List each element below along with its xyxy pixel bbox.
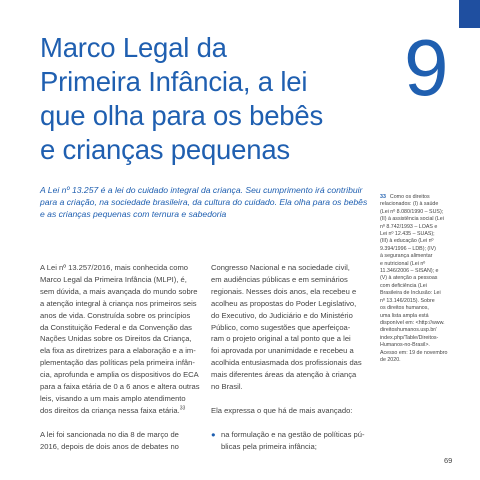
lead-line: para a criação, na sociedade brasileira, da cultura do cuidado. Ela olha para os bebês	[40, 197, 368, 207]
bullet-item	[211, 429, 371, 441]
title-line: Marco Legal da	[40, 32, 227, 63]
text-line	[40, 405, 198, 417]
sidenote-line: uma lista ampla está	[380, 312, 429, 319]
text-line: A Lei nº 13.257/2016, mais conhecida como	[40, 263, 188, 272]
text-line: do Executivo, do Judiciário e do Ministério	[211, 310, 353, 320]
text-line: Ela expressa o que há de mais avançado:	[211, 405, 353, 415]
sidenote-link-line[interactable]: Humanos-no-Brasil>.	[380, 342, 430, 349]
lead-line: A Lei nº 13.257 é a lei do cuidado integral da criança. Seu cumprimento irá contribuir	[40, 185, 363, 195]
sidenote-line: nº 8.742/1993 – LOAS e	[380, 223, 438, 230]
sidenote-line: (II) à assistência social (Lei	[380, 216, 444, 223]
sidenote-link-line[interactable]: direitoshumanos.usp.br/	[380, 327, 437, 334]
text-line: anos de vida. Construída sobre os princípios	[40, 310, 191, 320]
text-line: da Constituição Federal e da Convenção das	[40, 322, 192, 332]
paragraph	[211, 262, 371, 393]
sidenote-line	[380, 194, 472, 201]
sidenote-line: (V) à atenção a pessoas	[380, 275, 438, 282]
sidenote-link-line[interactable]: disponível em: <http://www.	[380, 319, 445, 326]
text-line: Nações Unidas sobre os Direitos da Criança,	[40, 334, 192, 344]
paragraph	[211, 405, 371, 417]
footnote-reference[interactable]: 33	[179, 405, 186, 412]
text-line: em audiências públicas e em seminários	[211, 274, 348, 284]
sidenote-line: Brasileira de Inclusão: Lei	[380, 290, 441, 297]
text-fragment: Como os direitos	[389, 194, 430, 200]
paragraph	[40, 262, 198, 417]
sidenote-line: (III) à educação (Lei nº	[380, 238, 434, 245]
text-line: mais diferentes áreas da atenção à criança	[211, 370, 357, 380]
paragraph	[40, 429, 198, 453]
text-line: foi aprovada por unanimidade e recebeu a	[211, 346, 354, 356]
chapter-number: 9	[404, 23, 449, 112]
text-line: ram o projeto original a tal ponto que a lei	[211, 334, 351, 344]
sidenote-line: com deficiência (Lei	[380, 282, 427, 289]
text-fragment: na formulação e na gestão de políticas pú-	[221, 429, 365, 439]
sidenote-line: de 2020.	[380, 356, 401, 363]
text-line: cia, aprofunda e amplia os dispositivos do ECA	[40, 370, 199, 380]
sidenote-line: os direitos humanos,	[380, 305, 429, 312]
text-line: Público, como sugestões que aperfeiçoa-	[211, 322, 351, 332]
text-fragment: dos direitos da criança nessa faixa etária.	[40, 405, 180, 415]
sidenote-line: relacionados: (I) à saúde	[380, 201, 439, 208]
text-line: plementação das políticas pela primeira infân-	[40, 358, 195, 368]
sidenote	[380, 194, 472, 364]
sidenote-line: (Lei nº 8.080/1990 – SUS);	[380, 208, 444, 215]
text-line: Congresso Nacional e na sociedade civil,	[211, 263, 350, 272]
text-line: 2016, depois de dois anos de debates no	[40, 441, 179, 451]
title-line: que olha para os bebês	[40, 100, 324, 131]
text-line: regionais. Nesses dois anos, ela recebeu e	[211, 286, 357, 296]
title-line: Primeira Infância, a lei	[40, 66, 308, 97]
body-column-left	[40, 262, 198, 452]
body-column-middle	[211, 262, 371, 452]
chapter-tab-marker	[459, 0, 480, 28]
text-line: sem dúvida, a mais avançada do mundo sobre	[40, 286, 198, 296]
sidenote-line: e nutricional (Lei nº	[380, 260, 426, 267]
sidenote-link-line[interactable]: index.php/Table/Direitos-	[380, 334, 439, 341]
chapter-title	[40, 31, 400, 167]
text-line: acolhida entusiasmada dos profissionais das	[211, 358, 362, 368]
bullet-list	[211, 429, 371, 453]
text-line: A lei foi sancionada no dia 8 de março de	[40, 429, 179, 439]
text-line: blicas pela primeira infância;	[221, 441, 317, 451]
sidenote-line: nº 13.146/2015). Sobre	[380, 297, 435, 304]
page-number: 69	[444, 456, 453, 465]
text-line: Marco Legal da Primeira Infância (MLPI), é,	[40, 274, 187, 284]
lead-paragraph	[40, 184, 370, 220]
sidenote-line: 11.346/2006 – SISAN); e	[380, 268, 439, 275]
text-line: leis, visando a um mais amplo atendimento	[40, 393, 186, 403]
sidenote-line: 9.394/1996 – LDB); (IV)	[380, 245, 436, 252]
bullet-icon: ●	[211, 429, 216, 439]
sidenote-number: 33	[380, 194, 386, 200]
sidenote-line: Acesso em: 19 de novembro	[380, 349, 448, 356]
text-line: ela fixa as diretrizes para a elaboração e a im-	[40, 346, 196, 356]
text-line: a atenção integral à criança nos primeiros seis	[40, 298, 197, 308]
text-line: no Brasil.	[211, 382, 243, 392]
lead-line: e as crianças pequenas com ternura e sabedoria	[40, 209, 227, 219]
sidenote-line: Lei nº 12.435 – SUAS);	[380, 231, 435, 238]
text-line: acolheu as propostas do Poder Legislativo,	[211, 298, 357, 308]
text-line: para a faixa etária de 0 a 6 anos e altera outras	[40, 382, 200, 392]
title-line: e crianças pequenas	[40, 134, 290, 165]
sidenote-line: à segurança alimentar	[380, 253, 433, 260]
